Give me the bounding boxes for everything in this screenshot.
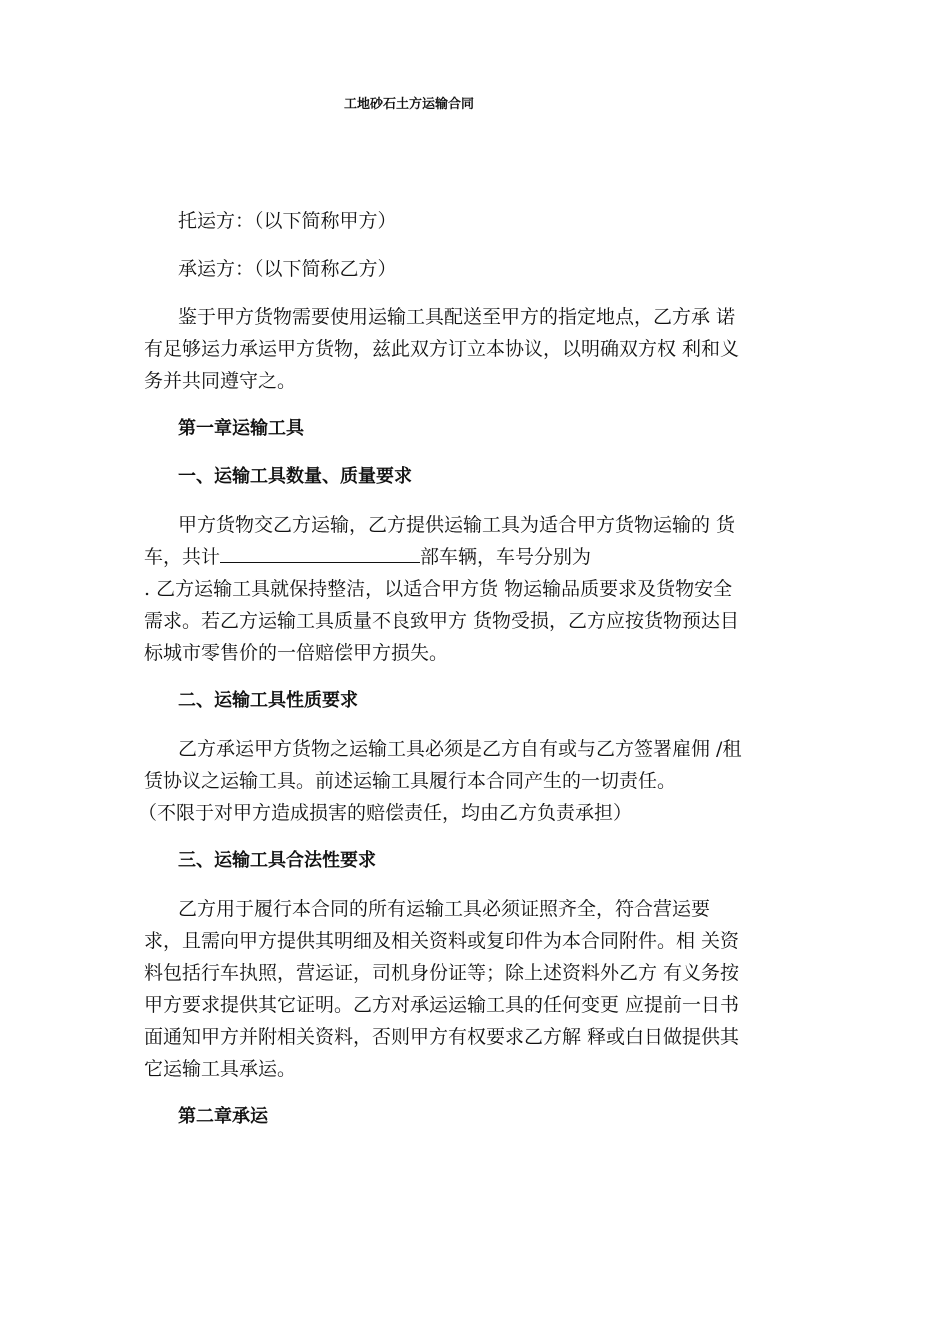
section-heading: 三、运输工具合法性要求 [178,850,376,871]
vehicle-nature-paragraph [138,733,824,829]
section-heading: 一、运输工具数量、质量要求 [178,466,412,487]
chapter-heading: 第二章承运 [178,1106,268,1127]
text-line: 它运输工具承运。 [144,1058,297,1080]
text-line: 料包括行车执照，营运证，司机身份证等；除上述资料外乙方 有义务按 [144,962,740,984]
text-line: 甲方要求提供其它证明。乙方对承运运输工具的任何变更 应提前一日书 [144,994,740,1016]
document-title: 工地砂石土方运输合同 [344,97,475,112]
text-line: 务并共同遵守之。 [144,370,297,392]
vehicle-quantity-paragraph [144,509,824,669]
text-segment: 部车辆，车号分别为 [420,546,592,568]
text-line: 求，且需向甲方提供其明细及相关资料或复印件为本合同附件。相 关资 [144,930,740,952]
consignor-line: 托运方：（以下简称甲方） [178,210,397,232]
vehicle-legality-paragraph [144,893,824,1085]
text-line: （不限于对甲方造成损害的赔偿责任，均由乙方负责承担） [138,802,633,824]
document-body [138,205,824,1149]
text-line: 甲方货物交乙方运输，乙方提供运输工具为适合甲方货物运输的 货 [178,514,736,536]
chapter-heading: 第一章运输工具 [178,418,304,439]
text-line: 鉴于甲方货物需要使用运输工具配送至甲方的指定地点，乙方承 诺 [178,306,736,328]
carrier-line: 承运方：（以下简称乙方） [178,258,397,280]
text-line [110,541,824,573]
vehicle-count-blank [220,542,420,563]
text-line: 标城市零售价的一倍赔偿甲方损失。 [144,642,449,664]
text-line: 乙方承运甲方货物之运输工具必须是乙方自有或与乙方签署雇佣 /租 [178,738,742,760]
text-segment: 车，共计 [144,546,221,568]
section-heading: 二、运输工具性质要求 [178,690,358,711]
preamble-paragraph [144,301,824,397]
text-line: 乙方用于履行本合同的所有运输工具必须证照齐全，符合营运要 [178,898,711,920]
text-line: 有足够运力承运甲方货物，兹此双方订立本协议，以明确双方权 利和义 [144,338,740,360]
text-line: 面通知甲方并附相关资料，否则甲方有权要求乙方解 释或白日做提供其 [144,1026,740,1048]
text-line: . 乙方运输工具就保持整洁，以适合甲方货 物运输品质要求及货物安全 [144,578,733,600]
text-line: 需求。若乙方运输工具质量不良致甲方 货物受损，乙方应按货物预达目 [144,610,740,632]
text-line: 赁协议之运输工具。前述运输工具履行本合同产生的一切责任。 [144,770,677,792]
